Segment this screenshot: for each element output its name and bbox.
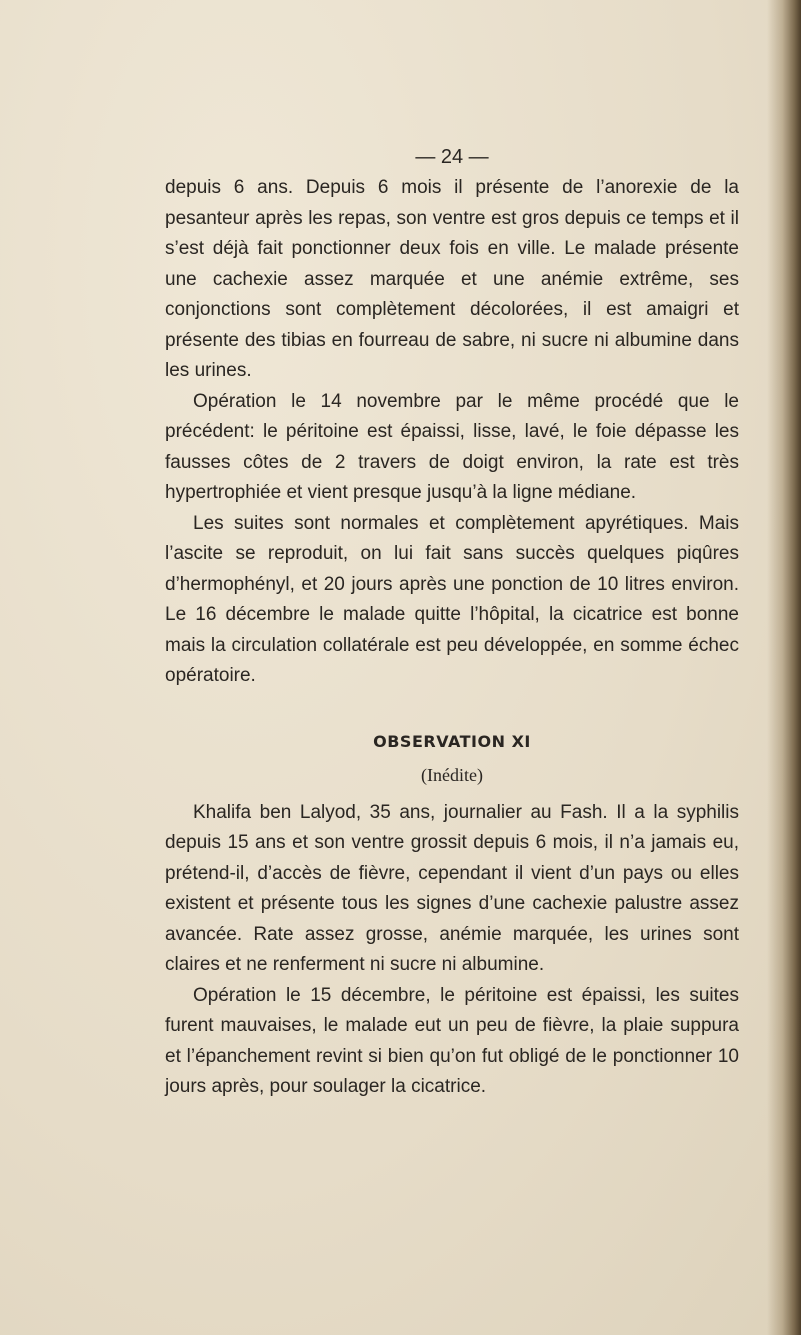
observation-subheading: (Inédite) bbox=[421, 764, 483, 785]
observation-heading: OBSERVATION XI bbox=[373, 731, 531, 751]
paragraph-operation-15-decembre: Opération le 15 décembre, le péritoine est épaissi, les suites furent mauvaises, le malade eut un peu de fièvre, la plaie suppura et l’épanchement revint si bien qu’on fut obligé de le ponctionner 10 jours après, pour soulager la cicatrice. bbox=[165, 984, 739, 1097]
paragraph-khalifa: Khalifa ben Lalyod, 35 ans, journalier au Fash. Il a la syphilis depuis 15 ans et son ventre grossit depuis 6 mois, il n’a jamais eu, prétend-il, d’accès de fièvre, cependant il vient d’un pays ou elles existent et présente tous les signes d’une cachexie palustre assez avancée. Rate assez grosse, anémie marquée, les urines sont claires et ne renferment ni sucre ni albumine. bbox=[165, 801, 739, 975]
page-edge-shadow bbox=[767, 0, 801, 1335]
paragraph-operation-14-novembre: Opération le 14 novembre par le même procédé que le précédent: le péritoine est épaissi, lisse, lavé, le foie dépasse les fausses côtes de 2 travers de doigt environ, la rate est très hypertrophiée et vient presque jusqu’à la ligne médiane. bbox=[165, 390, 739, 503]
page-content bbox=[165, 145, 739, 1103]
paragraph-suites: Les suites sont normales et complètement apyrétiques. Mais l’ascite se reproduit, on lui fait sans succès quelques piqûres d’hermophényl, et 20 jours après une ponction de 10 litres environ. Le 16 décembre le malade quitte l’hôpital, la cicatrice est bonne mais la circulation collatérale est peu développée, en somme échec opératoire. bbox=[165, 512, 739, 686]
page-number: — 24 — bbox=[415, 146, 489, 168]
paragraph-continuation: depuis 6 ans. Depuis 6 mois il présente de l’anorexie de la pesanteur après les repas, son ventre est gros depuis ce temps et il s’est déjà fait ponctionner deux fois en ville. Le malade présente une cachexie assez marquée et une anémie extrême, ses conjonctions sont complètement décolorées, il est amaigri et présente des tibias en fourreau de sabre, ni sucre ni albumine dans les urines. bbox=[165, 177, 739, 381]
